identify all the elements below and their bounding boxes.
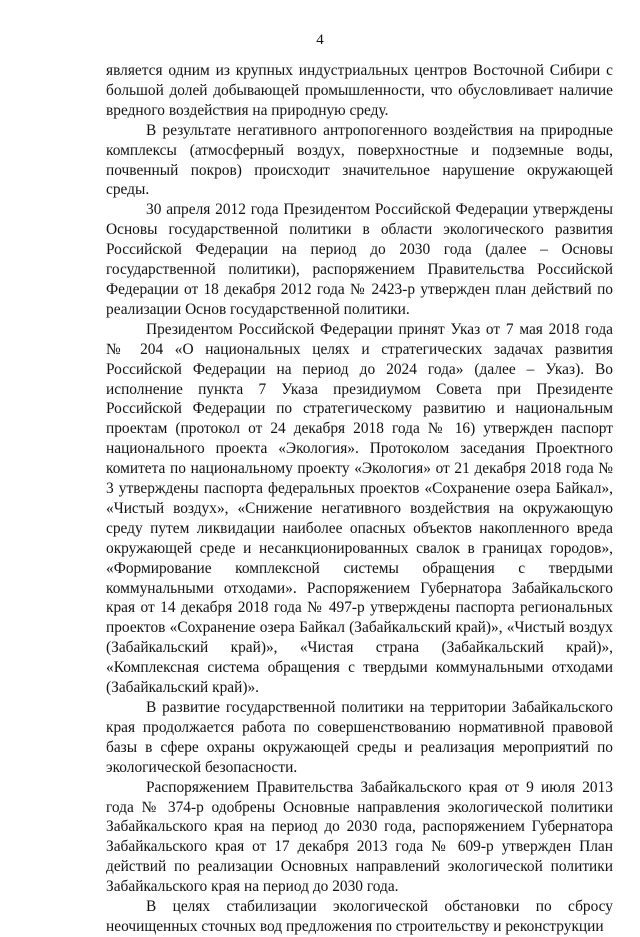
paragraph-continuation: является одним из крупных индустриальных центров Восточной Сибири с большой долей добывающей промышленности, что обусловливает наличие вредного воздействия на природную среду. [106,62,613,119]
page-number: 4 [316,32,324,48]
paragraph-ecological-policy-directions: Распоряжением Правительства Забайкальского края от 9 июля 2013 года № 374-р одобрены Основные направления экологической политики Забайкальского края на период до 2030 года, распоряжением Губернатора Забайкальского края от 17 декабря 2013 года № 609-р утвержден План действий по реализации Основных направлений экологической политики Забайкальского края на период до 2030 года. [106,778,613,896]
document-body [106,61,613,937]
paragraph-presidential-decree: Президентом Российской Федерации принят Указ от 7 мая 2018 года № 204 «О национальных целях и стратегических задачах развития Российской Федерации на период до 2024 года» (далее – Указ). Во исполнение пункта 7 Указа президиумом Совета при Президенте Российской Федерации по стратегическому развитию и национальным проектам (протокол от 24 декабря 2018 года № 16) утвержден паспорт национального проекта «Экология». Протоколом заседания Проектного комитета по национальному проекту «Экология» от 21 декабря 2018 года № 3 утверждены паспорта федеральных проектов «Сохранение озера Байкал», «Чистый воздух», «Снижение негативного воздействия на окружающую среду путем ликвидации наиболее опасных объектов накопленного вреда окружающей среде и несанкционированных свалок в границах городов», «Формирование комплексной системы обращения с твердыми коммунальными отходами». Распоряжением Губернатора Забайкальского края от 14 декабря 2018 года № 497-р утверждены паспорта региональных проектов «Сохранение озера Байкал (Забайкальский край)», «Чистый воздух (Забайкальский край)», «Чистая страна (Забайкальский край)», «Комплексная система обращения с твердыми коммунальными отходами (Забайкальский край)». [106,320,613,697]
paragraph-anthropogenic-impact: В результате негативного антропогенного воздействия на природные комплексы (атмосферный воздух, поверхностные и подземные воды, почвенный покров) происходит значительное нарушение окружающей среды. [106,121,613,199]
paragraph-wastewater: В целях стабилизации экологической обстановки по сбросу неочищенных сточных вод предложения по строительству и реконструкции [106,898,613,935]
paragraph-regional-policy: В развитие государственной политики на территории Забайкальского края продолжается работа по совершенствованию нормативной правовой базы в сфере охраны окружающей среды и реализация мероприятий по экологической безопасности. [106,699,613,776]
paragraph-state-policy-foundations: 30 апреля 2012 года Президентом Российской Федерации утверждены Основы государственной политики в области экологического развития Российской Федерации на период до 2030 года (далее – Основы государственной политики), распоряжением Правительства Российской Федерации от 18 декабря 2012 года № 2423-р утвержден план действий по реализации Основ государственной политики. [106,201,613,318]
